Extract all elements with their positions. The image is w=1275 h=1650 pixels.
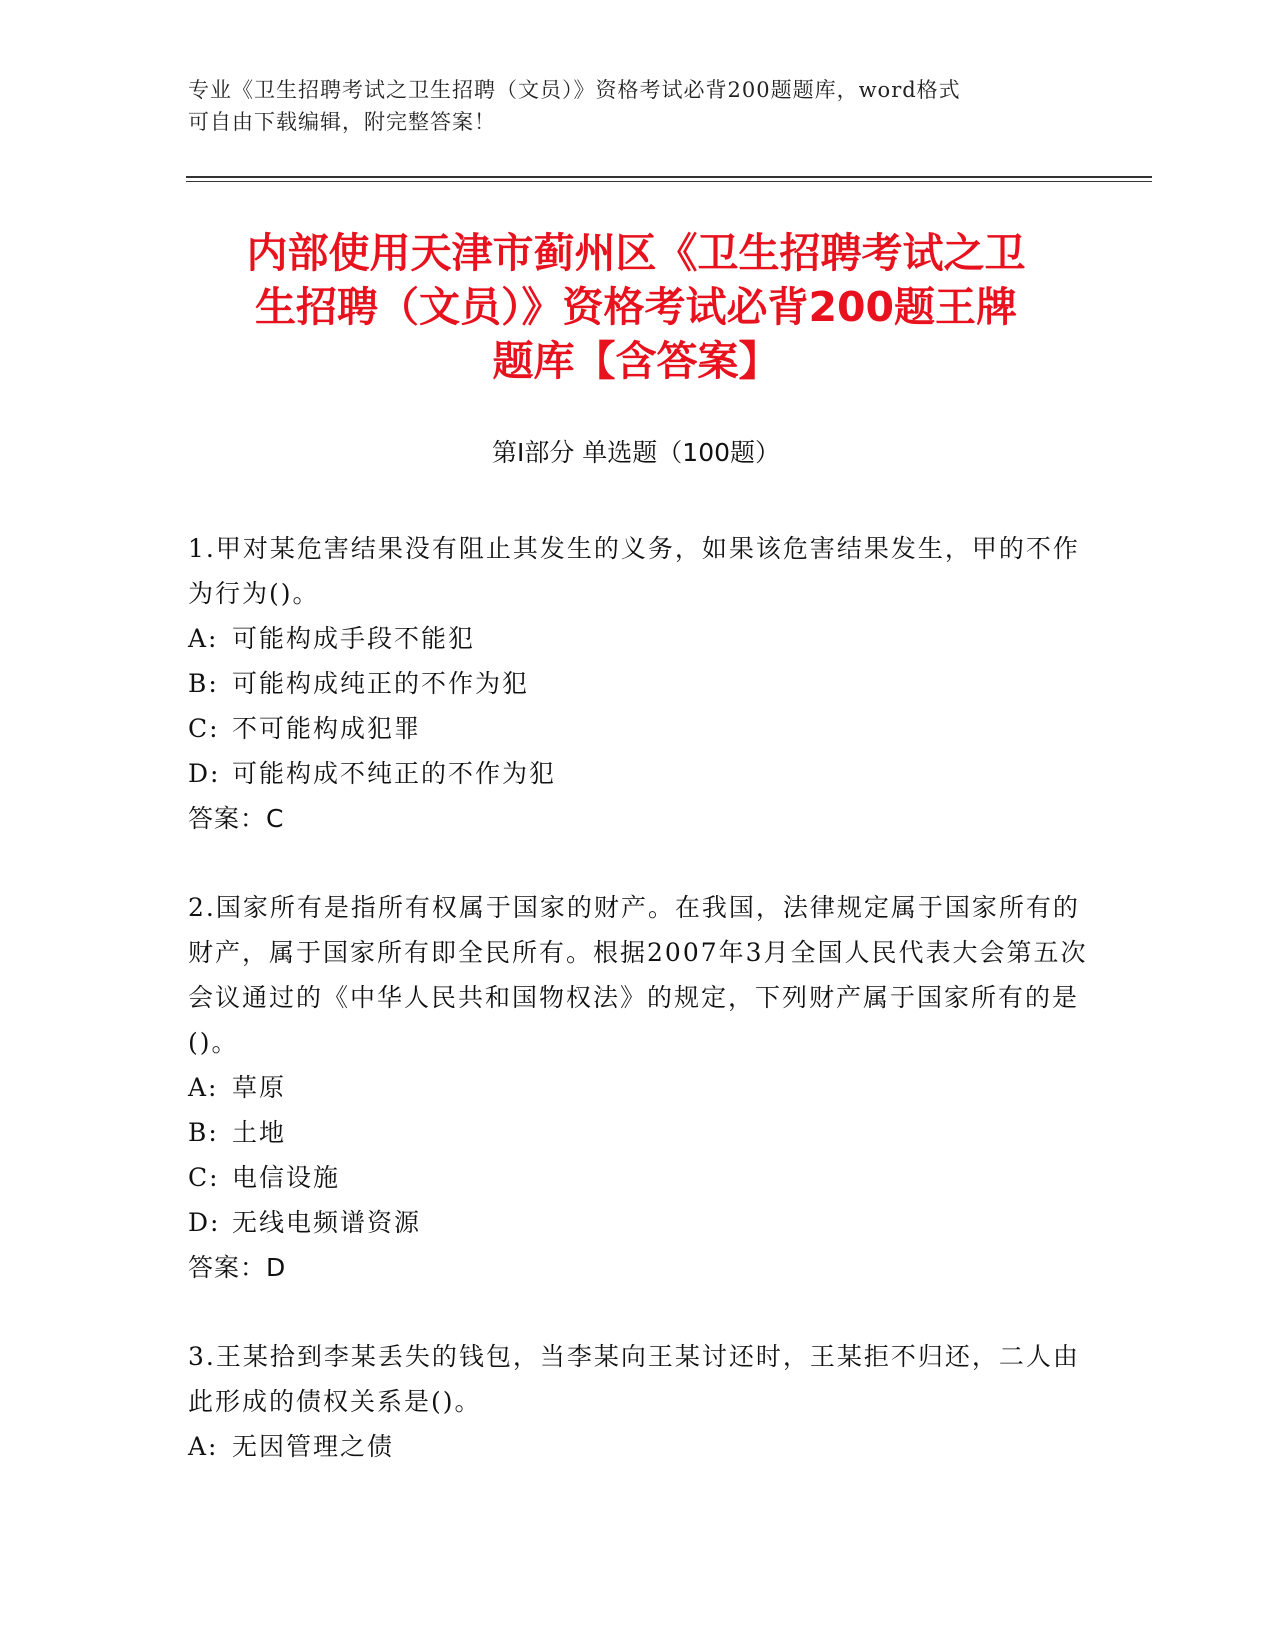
document-title [186, 226, 1086, 388]
header-divider-thin [186, 181, 1152, 182]
option-c [188, 706, 1088, 751]
option-text: 土地 [232, 1118, 287, 1147]
document-title-line-2: 生招聘（文员）》资格考试必背200题王牌 [254, 283, 1018, 331]
option-letter: A: [188, 1073, 219, 1102]
option-text: 不可能构成犯罪 [232, 714, 422, 743]
option-a [188, 1424, 1088, 1469]
header-note-line-1: 专业《卫生招聘考试之卫生招聘（文员）》资格考试必背200题题库，word格式 [188, 78, 961, 102]
question-stem: 3.王某拾到李某丢失的钱包，当李某向王某讨还时，王某拒不归还，二人由此形成的债权关系是()。 [188, 1342, 1080, 1416]
question-3 [188, 1334, 1088, 1469]
option-b [188, 661, 1088, 706]
option-text: 草原 [232, 1073, 287, 1102]
answer-line: 答案：D [188, 1253, 287, 1282]
option-text: 可能构成手段不能犯 [232, 624, 476, 653]
option-text: 无线电频谱资源 [232, 1208, 422, 1237]
header-divider-thick [186, 176, 1152, 178]
question-1 [188, 526, 1088, 841]
option-letter: A: [188, 1432, 219, 1461]
option-letter: D: [188, 759, 221, 788]
header-note [188, 74, 1088, 138]
option-a [188, 1065, 1088, 1110]
option-c [188, 1155, 1088, 1200]
option-letter: B: [188, 669, 219, 698]
option-text: 可能构成纯正的不作为犯 [232, 669, 530, 698]
option-b [188, 1110, 1088, 1155]
section-heading: 第I部分 单选题（100题） [491, 438, 781, 467]
option-a [188, 616, 1088, 661]
option-text: 无因管理之债 [232, 1432, 395, 1461]
document-title-line-3: 题库【含答案】 [492, 337, 780, 385]
option-d [188, 751, 1088, 796]
option-letter: D: [188, 1208, 221, 1237]
option-text: 可能构成不纯正的不作为犯 [232, 759, 557, 788]
question-list [188, 526, 1088, 1513]
option-letter: C: [188, 1163, 220, 1192]
question-stem: 1.甲对某危害结果没有阻止其发生的义务，如果该危害结果发生，甲的不作为行为()。 [188, 534, 1080, 608]
option-d [188, 1200, 1088, 1245]
document-title-line-1: 内部使用天津市蓟州区《卫生招聘考试之卫 [246, 229, 1026, 277]
header-note-line-2: 可自由下载编辑，附完整答案！ [188, 110, 496, 134]
question-2 [188, 885, 1088, 1290]
answer-line: 答案：C [188, 804, 285, 833]
option-text: 电信设施 [232, 1163, 341, 1192]
option-letter: B: [188, 1118, 219, 1147]
option-letter: A: [188, 624, 219, 653]
question-stem: 2.国家所有是指所有权属于国家的财产。在我国，法律规定属于国家所有的财产，属于国家所有即全民所有。根据2007年3月全国人民代表大会第五次会议通过的《中华人民共和国物权法》的规定，下列财产属于国家所有的是()。 [188, 893, 1088, 1057]
option-letter: C: [188, 714, 220, 743]
